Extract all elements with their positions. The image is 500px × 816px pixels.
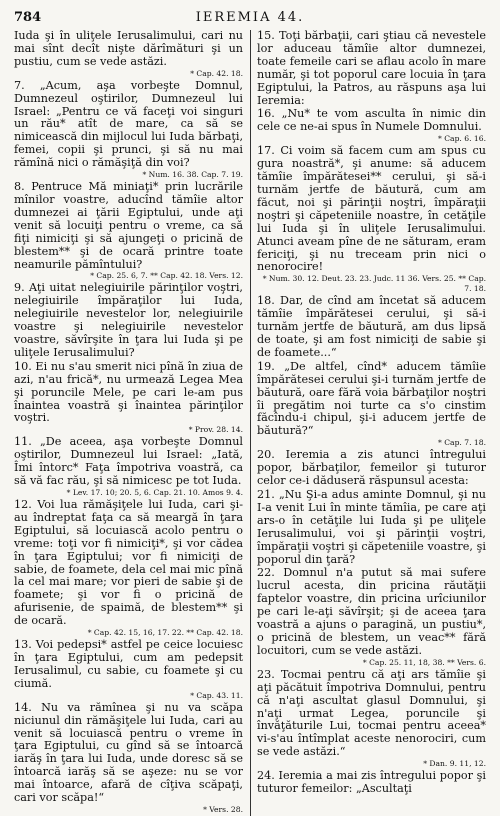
page-header	[14, 10, 486, 28]
verse	[14, 282, 243, 359]
verse	[14, 80, 243, 180]
verse-text: 19. „De altfel, cînd* aducem tămîie împărătesei cerului şi-i turnăm jertfe de băutură, oare fără voia bărbaţilor noştri îi pregătim noi turte ca s'o cinstim făcîndu-i chipul, şi-i aducem jertfe de băutură?“	[257, 359, 486, 438]
cross-reference: * Cap. 6. 16.	[438, 134, 486, 144]
verse	[257, 669, 486, 769]
verse	[14, 30, 243, 79]
verse	[14, 436, 243, 498]
verse-text: 23. Tocmai pentru că aţi ars tămîie şi aţi păcătuit împotriva Domnului, pentru că n'aţi ascultat glasul Domnului, şi n'aţi urmat Legea, poruncile şi învăţăturile Lui, tocmai pentru aceea* vi-s'au întîmplat aceste nenorociri, cum se vede astăzi.“	[257, 667, 486, 759]
cross-reference: * Vers. 28.	[203, 804, 243, 814]
verse	[257, 108, 486, 144]
verse	[14, 639, 243, 701]
verse	[257, 30, 486, 107]
text-columns	[14, 30, 486, 816]
cross-reference: * Cap. 7. 18.	[438, 438, 486, 448]
verse	[257, 361, 486, 448]
column-divider	[250, 30, 251, 816]
book-chapter-title: IEREMIA 44.	[195, 10, 305, 25]
verse-text: 17. Ci voim să facem cum am spus cu gura noastră*, şi anume: să aducem tămîie împărătesei** cerului, şi să-i turnăm jertfe de băutură, cum am făcut, noi şi părinţii noştri, împăraţii noştri şi căpeteniile noastre, în cetăţile lui Iuda şi în uliţele Ierusalimului. Atunci aveam pîne de ne săturam, eram fericiţi, şi nu treceam prin nici o nenorocire!	[257, 144, 486, 274]
verse-text: Iuda şi în uliţele Ierusalimului, cari nu mai sînt decît nişte dărîmături şi un pustiu, cum se vede astăzi.	[14, 29, 243, 68]
cross-reference: * Cap. 42. 18.	[190, 68, 243, 78]
verse-text: 10. Ei nu s'au smerit nici pînă în ziua de azi, n'au frică*, nu urmează Legea Mea şi poruncile Mele, pe cari le-am pus înaintea voastră şi înaintea părinţilor voştri.	[14, 359, 243, 425]
verse-text: 24. Ieremia a mai zis întregului popor şi tuturor femeilor: „Ascultaţi	[257, 769, 486, 796]
cross-reference: * Prov. 28. 14.	[188, 425, 243, 435]
verse-text: 21. „Nu Şi-a adus aminte Domnul, şi nu I-a venit Lui în minte tămîia, pe care aţi ars-o în cetăţile lui Iuda şi pe uliţele Ierusalimului, voi şi părinţii voştri, împăraţii voştri şi căpeteniile voastre, şi poporul din ţară?	[257, 488, 486, 566]
verse-text: 16. „Nu* te vom asculta în nimic din cele ce ne-ai spus în Numele Domnului.	[257, 107, 486, 134]
verse-text: 11. „De aceea, aşa vorbeşte Domnul oştirilor, Dumnezeul lui Israel: „Iată, Îmi întorc* Faţa împotriva voastră, ca să vă fac rău, şi să nimicesc pe tot Iuda.	[14, 435, 243, 488]
cross-reference: * Num. 30. 12. Deut. 23. 23. Judc. 11 36. Vers. 25. ** Cap. 7. 18.	[262, 274, 486, 294]
cross-reference: * Cap. 42. 15, 16, 17. 22. ** Cap. 42. 18.	[87, 628, 243, 638]
verse	[257, 489, 486, 566]
page-number: 784	[14, 10, 42, 25]
verse-text: 22. Domnul n'a putut să mai sufere lucrul acesta, din pricina răutăţii faptelor voastre, din pricina urîciunilor pe cari le-aţi săvîrşit; şi de aceea ţara voastră a ajuns o paragină, un pustiu*, o pricină de blestem, un veac** fără locuitori, cum se vede astăzi.	[257, 566, 486, 657]
left-column	[14, 30, 243, 816]
verse	[257, 145, 486, 294]
verse	[257, 770, 486, 796]
verse-text: 15. Toţi bărbaţii, cari ştiau că nevestele lor aduceau tămîie altor dumnezei, toate femeile cari se aflau acolo în mare număr, şi tot poporul care locuia în ţara Egiptului, la Patros, au răspuns aşa lui Ieremia:	[257, 29, 486, 107]
verse	[257, 567, 486, 667]
cross-reference: * Cap. 43. 11.	[190, 690, 243, 700]
verse-text: 18. Dar, de cînd am încetat să aducem tămîie împărătesei cerului, şi să-i turnăm jertfe de băutură, am dus lipsă de toate, şi am fost nimiciţi de sabie şi de foamete...“	[257, 294, 486, 359]
cross-reference: * Cap. 25. 11, 18, 38. ** Vers. 6.	[362, 657, 486, 667]
verse-text: 9. Aţi uitat nelegiuirile părinţilor voştri, nelegiuirile împăraţilor lui Iuda, nelegiuirile nevestelor lor, nelegiuirile voastre şi nelegiuirile nevestelor voastre, săvîrşite în ţara lui Iuda şi pe uliţele Ierusalimului?	[14, 281, 243, 359]
cross-reference: * Lev. 17. 10; 20. 5, 6. Cap. 21. 10. Amos 9. 4.	[66, 488, 243, 497]
verse-text: 7. „Acum, aşa vorbeşte Domnul, Dumnezeul oştirilor, Dumnezeul lui Israel: „Pentru ce vă faceţi voi singuri un rău* atît de mare, ca să se nimicească din mijlocul lui Iuda bărbaţi, femei, copii şi prunci, şi să nu mai rămînă nici o rămăşiţă din voi?	[14, 78, 243, 170]
verse-text: 8. Pentruce Mă miniaţi* prin lucrările mînilor voastre, aducînd tămîie altor dumnezei ai ţării Egiptului, unde aţi venit să locuiţi pentru o vreme, ca să fiţi nimiciţi şi să ajungeţi o pricină de blestem** şi de ocară printre toate neamurile pămîntului?	[14, 180, 243, 271]
verse	[14, 181, 243, 281]
right-column	[257, 30, 486, 816]
cross-reference: * Dan. 9. 11, 12.	[423, 759, 486, 769]
verse-text: 13. Voi pedepsi* astfel pe ceice locuiesc în ţara Egiptului, cum am pedepsit Ierusalimul, cu sabie, cu foamete şi cu ciumă.	[14, 638, 243, 690]
verse	[257, 295, 486, 360]
cross-reference: * Num. 16. 38. Cap. 7. 19.	[142, 170, 243, 180]
verse-text: 20. Ieremia a zis atunci întregului popor, bărbaţilor, femeilor şi tuturor celor ce-i dăduseră răspunsul acesta:	[257, 448, 486, 488]
verse-text: 14. Nu va rămînea şi nu va scăpa niciunul din rămăşiţele lui Iuda, cari au venit să locuiască pentru o vreme în ţara Egiptului, cu gînd să se întoarcă iarăş în ţara lui Iuda, unde doresc să se întoarcă iarăş să se aşeze: nu se vor mai întoarce, afară de cîţiva scăpaţi, cari vor scăpa!“	[14, 700, 243, 805]
verse	[14, 361, 243, 436]
verse	[14, 702, 243, 815]
verse	[14, 499, 243, 638]
verse	[257, 449, 486, 488]
verse-text: 12. Voi lua rămăşiţele lui Iuda, cari şi-au îndreptat faţa ca să meargă în ţara Egiptului, să locuiască acolo pentru o vreme: toţi vor fi nimiciţi*, şi vor cădea în ţara Egiptului; vor fi nimiciţi de sabie, de foamete, dela cel mai mic pînă la cel mai mare; vor pieri de sabie şi de foamete; şi vor fi o pricină de afurisenie, de spaimă, de blestem** şi de ocară.	[14, 498, 243, 628]
cross-reference: * Cap. 25. 6, 7. ** Cap. 42. 18. Vers. 12.	[90, 271, 243, 281]
